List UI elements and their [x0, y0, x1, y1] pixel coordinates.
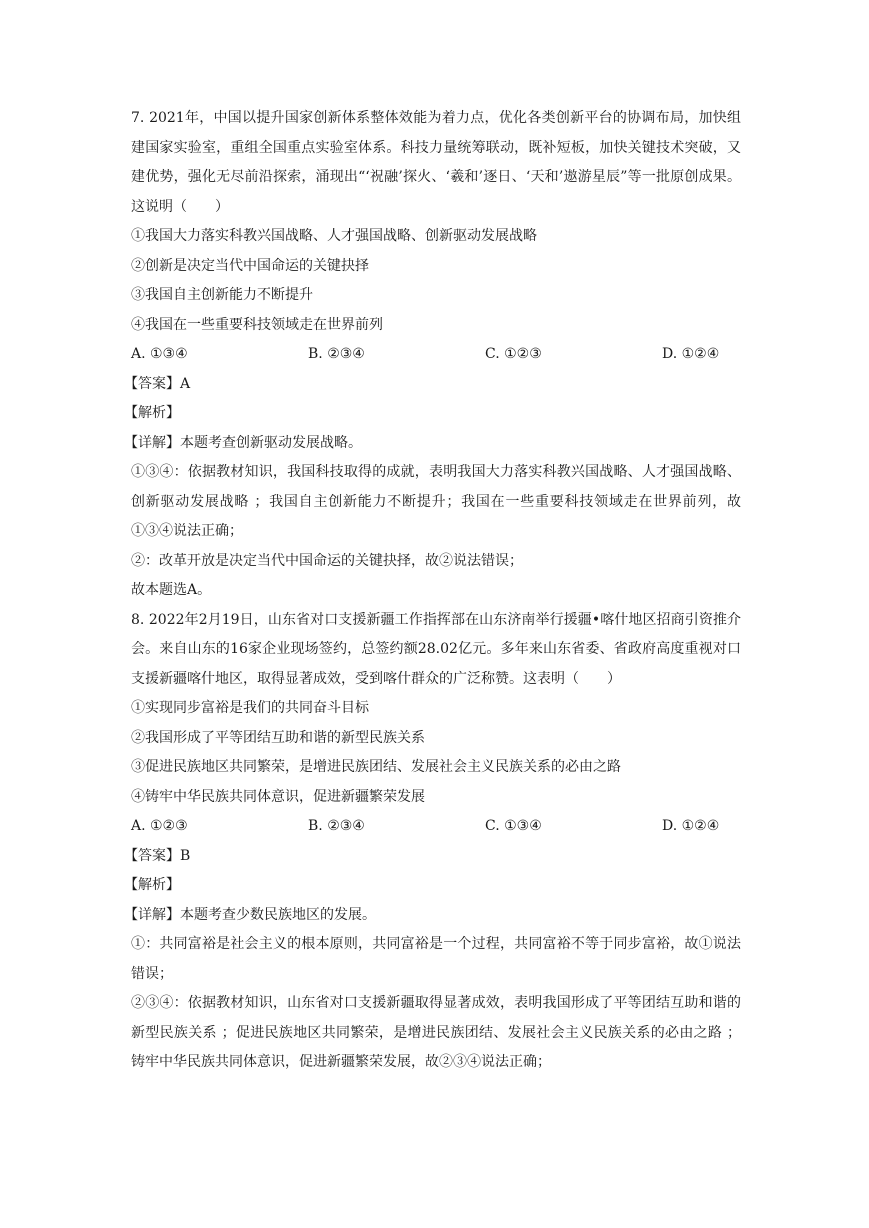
q8-explanation-1: ①：共同富裕是社会主义的根本原则，共同富裕是一个过程，共同富裕不等于同步富裕，故①说法错误； — [131, 936, 741, 982]
q8-option-c: C. ①③④ — [485, 818, 542, 834]
q7-explanation-1: ①③④：依据教材知识，我国科技取得的成就，表明我国大力落实科教兴国战略、人才强国战略、创新驱动发展战略 ；我国自主创新能力不断提升；我国在一些重要科技领域走在世界前列，故①③④说法正确； — [131, 464, 741, 539]
q7-conclusion: 故本题选A。 — [131, 582, 212, 598]
q7-item-1: ①我国大力落实科教兴国战略、人才强国战略、创新驱动发展战略 — [131, 228, 537, 244]
q8-option-a: A. ①②③ — [131, 818, 188, 834]
q7-detail: 【详解】本题考查创新驱动发展战略。 — [124, 434, 362, 451]
q8-explanation-2: ②③④：依据教材知识，山东省对口支援新疆取得显著成效，表明我国形成了平等团结互助和谐的新型民族关系 ；促进民族地区共同繁荣，是增进民族团结、发展社会主义民族关系的必由之路 ；铸牢中华民族共同体意识，促进新疆繁荣发展，故②③④说法正确； — [131, 995, 741, 1070]
q8-item-4: ④铸牢中华民族共同体意识，促进新疆繁荣发展 — [131, 788, 425, 805]
q8-stem: 8. 2022年2月19日，山东省对口支援新疆工作指挥部在山东济南举行援疆•喀什地区招商引资推介会。来自山东的16家企业现场签约，总签约额28.02亿元。多年来山东省委、省政府高度重视对口支援新疆喀什地区，取得显著成效，受到喀什群众的广泛称赞。这表明（ ） — [131, 611, 741, 687]
q7-item-3: ③我国自主创新能力不断提升 — [131, 287, 313, 303]
page-content — [124, 104, 741, 1078]
q7-option-c: C. ①②③ — [485, 346, 542, 362]
q8-option-d: D. ①②④ — [662, 818, 720, 834]
q8-options — [131, 812, 741, 842]
q8-analysis-heading: 【解析】 — [124, 877, 180, 893]
q7-answer: 【答案】A — [124, 375, 191, 392]
q7-option-d: D. ①②④ — [662, 346, 720, 362]
q8-option-b: B. ②③④ — [308, 818, 365, 834]
q7-analysis-heading: 【解析】 — [124, 405, 180, 421]
q7-option-a: A. ①③④ — [131, 346, 188, 362]
q8-item-3: ③促进民族地区共同繁荣，是增进民族团结、发展社会主义民族关系的必由之路 — [131, 759, 621, 775]
q7-options — [131, 340, 741, 370]
q7-item-2: ②创新是决定当代中国命运的关键抉择 — [131, 257, 369, 274]
q8-item-2: ②我国形成了平等团结互助和谐的新型民族关系 — [131, 729, 425, 746]
q7-explanation-2: ②：改革开放是决定当代中国命运的关键抉择，故②说法错误； — [131, 552, 523, 569]
q8-detail: 【详解】本题考查少数民族地区的发展。 — [124, 906, 376, 923]
q7-option-b: B. ②③④ — [308, 346, 365, 362]
q7-item-4: ④我国在一些重要科技领域走在世界前列 — [131, 316, 383, 333]
q7-stem: 7. 2021年，中国以提升国家创新体系整体效能为着力点，优化各类创新平台的协调布局，加快组建国家实验室，重组全国重点实验室体系。科技力量统筹联动，既补短板，加快关键技术突破，又建优势，强化无尽前沿探索，涌现出“‘祝融’探火、‘羲和’逐日、‘天和’遨游星辰”等一批原创成果。这说明（ ） — [131, 110, 741, 215]
q8-answer: 【答案】B — [124, 847, 191, 864]
q8-item-1: ①实现同步富裕是我们的共同奋斗目标 — [131, 700, 369, 716]
